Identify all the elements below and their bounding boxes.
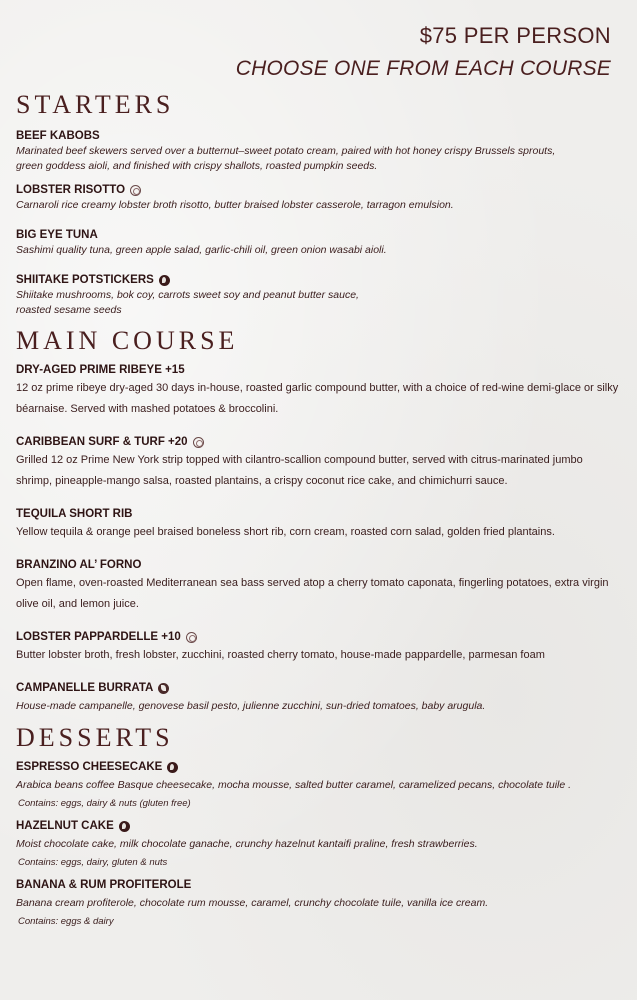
item-name: HAZELNUT CAKE (16, 820, 114, 832)
vegetarian-icon (158, 683, 169, 694)
vegan-icon (159, 275, 170, 286)
item-name: TEQUILA SHORT RIB (16, 508, 133, 520)
item-name: BIG EYE TUNA (16, 229, 98, 241)
menu-item-big-eye-tuna (16, 227, 621, 258)
item-name: BRANZINO AL’ FORNO (16, 559, 142, 571)
item-description: Banana cream profiterole, chocolate rum mousse, caramel, crunchy chocolate tuile, vanilla ice cream. (16, 897, 489, 909)
menu-item-ribeye (16, 362, 621, 420)
menu-item-tequila-short-rib (16, 506, 621, 543)
allergen-info: Contains: eggs, dairy, gluten & nuts (18, 857, 168, 868)
item-description: Arabica beans coffee Basque cheesecake, mocha mousse, salted butter caramel, caramelized pecans, chocolate tuile . (16, 779, 572, 791)
vegan-icon (167, 762, 178, 773)
menu-item-branzino (16, 557, 621, 615)
menu-item-shiitake-potstickers (16, 272, 621, 318)
item-description: Marinated beef skewers served over a butternut–sweet potato cream, paired with hot honey crispy Brussels sprouts, (16, 145, 556, 157)
item-name: LOBSTER RISOTTO (16, 184, 126, 196)
item-description: roasted sesame seeds (16, 304, 122, 316)
price-per-person: $75 PER PERSON (419, 23, 611, 48)
item-name: DRY-AGED PRIME RIBEYE +15 (16, 364, 185, 376)
section-title-desserts: DESSERTS (16, 723, 174, 752)
item-description: Carnaroli rice creamy lobster broth risotto, butter braised lobster casserole, tarragon emulsion. (16, 199, 454, 211)
item-description: Sashimi quality tuna, green apple salad, garlic-chili oil, green onion wasabi aioli. (16, 244, 387, 256)
item-name: CAMPANELLE BURRATA (16, 682, 154, 694)
menu-item-beef-kabobs (16, 128, 621, 174)
menu-item-lobster-pappardelle (16, 629, 621, 666)
seafood-icon (193, 437, 204, 448)
menu-item-hazelnut-cake (16, 818, 621, 871)
menu-item-espresso-cheesecake (16, 759, 621, 812)
item-name: BEEF KABOBS (16, 130, 100, 142)
item-name: LOBSTER PAPPARDELLE +10 (16, 631, 181, 643)
item-description: House-made campanelle, genovese basil pesto, julienne zucchini, sun-dried tomatoes, baby arugula. (16, 700, 486, 712)
item-description: Shiitake mushrooms, bok coy, carrots sweet soy and peanut butter sauce, (16, 289, 359, 301)
item-description: Moist chocolate cake, milk chocolate ganache, crunchy hazelnut kantaifi praline, fresh strawberries. (16, 838, 478, 850)
section-title-starters: STARTERS (16, 90, 175, 119)
item-description: Yellow tequila & orange peel braised boneless short rib, corn cream, roasted corn salad, golden fried plantains. (16, 526, 555, 538)
vegan-icon (119, 821, 130, 832)
item-description: Butter lobster broth, fresh lobster, zucchini, roasted cherry tomato, house-made pappardelle, parmesan foam (16, 649, 545, 661)
seafood-icon (130, 185, 141, 196)
menu-item-campanelle-burrata (16, 680, 621, 717)
menu-content (16, 88, 621, 930)
menu-item-surf-and-turf (16, 434, 621, 492)
menu-header (236, 20, 611, 86)
menu-item-lobster-risotto (16, 182, 621, 213)
item-name: BANANA & RUM PROFITEROLE (16, 879, 192, 891)
item-name: ESPRESSO CHEESECAKE (16, 761, 163, 773)
item-name: SHIITAKE POTSTICKERS (16, 274, 154, 286)
item-name: CARIBBEAN SURF & TURF +20 (16, 436, 188, 448)
item-description: Grilled 12 oz Prime New York strip topped with cilantro-scallion compound butter, served with citrus-marinated jumbo shrimp, pineapple-mango salsa, roasted plantains, a crispy coconut rice cake, and chimichurri sauce. (16, 454, 583, 487)
course-instruction: CHOOSE ONE FROM EACH COURSE (235, 57, 611, 80)
item-description: Open flame, oven-roasted Mediterranean sea bass served atop a cherry tomato caponata, fingerling potatoes, extra virgin olive oil, and lemon juice. (16, 577, 609, 610)
section-title-main-course: MAIN COURSE (16, 326, 239, 355)
allergen-info: Contains: eggs & dairy (18, 916, 114, 927)
item-description: green goddess aioli, and finished with crispy shallots, roasted pumpkin seeds. (16, 160, 378, 172)
menu-item-banana-rum-profiterole (16, 877, 621, 930)
allergen-info: Contains: eggs, dairy & nuts (gluten free) (18, 798, 191, 809)
seafood-icon (186, 632, 197, 643)
item-description: 12 oz prime ribeye dry-aged 30 days in-house, roasted garlic compound butter, with a choice of red-wine demi-glace or silky béarnaise. Served with mashed potatoes & broccolini. (16, 382, 619, 415)
